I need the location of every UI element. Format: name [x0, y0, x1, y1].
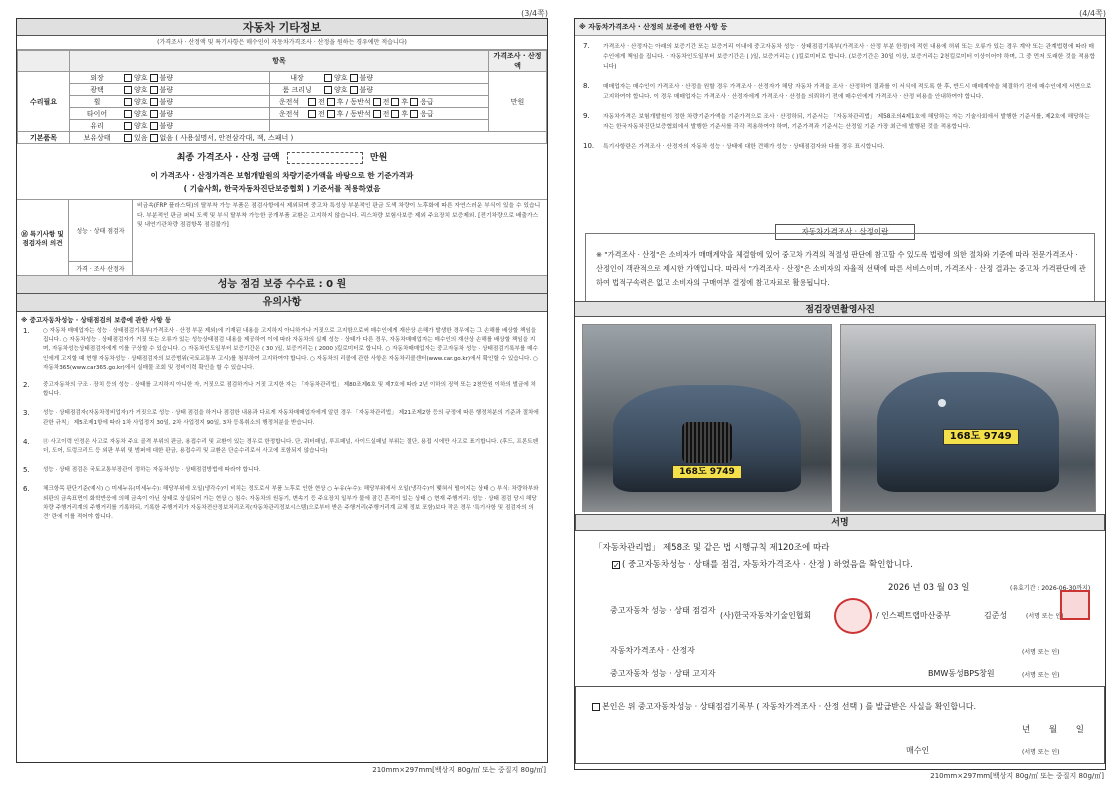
checkbox[interactable] [350, 74, 358, 82]
checkbox[interactable] [150, 110, 158, 118]
check-line: ✓( 중고자동차성능 · 상태를 점검, 자동차가격조사 · 산정 ) 하였음을 확인합니다. [610, 558, 913, 570]
fee-title: 성능 점검 보증 수수료 : 0 원 [17, 276, 547, 294]
signer3-name: BMW동성BPS창원 [928, 669, 995, 678]
price-item: 9. 자동차가격은 보험개발원이 정한 차량기준가액을 기준가격으로 조사 · 산정하되, 기준서는 「자동차관리법」 제58조의4제1호에 해당하는 자는 기술사회에서 발행한 기준서를, 제2호에 해당하는 자는 한국자동차진단보증협회에서 발행한 기준서를 각각 적용하여야 하며, 기준가격과 기준서는 산정일 기준 가장 최근에 발행된 것을 적용합니다. [583, 112, 1090, 130]
item-header: 항목 [70, 51, 489, 72]
inspection-photo-front [582, 324, 832, 512]
photo-title: 점검장면촬영사진 [575, 301, 1105, 317]
tools-text: ( 사용설명서, 안전삼각대, 잭, 스패너 ) [175, 133, 294, 142]
checkbox[interactable] [124, 122, 132, 130]
name-seal [1060, 590, 1090, 620]
checkbox[interactable] [327, 110, 335, 118]
notice-item: 2. 중고자동차의 구조 · 장치 등의 성능 · 상태를 고지하지 아니한 자, 거짓으로 점검하거나 거짓 고지한 자는 「자동차관리법」 제80조제6호 및 제7호에 따라 2년 이하의 징역 또는 2천만원 이하의 벌금에 처합니다. [23, 381, 536, 398]
signer1-name: 김준성 [984, 611, 1008, 620]
final-price-box[interactable] [287, 152, 363, 164]
checkbox[interactable] [150, 122, 158, 130]
sign-or-seal: (서명 또는 인) [1026, 613, 1064, 620]
checkbox[interactable] [324, 86, 332, 94]
checkbox[interactable] [150, 86, 158, 94]
checkbox[interactable] [410, 110, 418, 118]
plate-rear: 168도 9749 [943, 429, 1019, 445]
notice-title: 유의사항 [17, 294, 547, 312]
law-line: 「자동차관리법」 제58조 및 같은 법 시행규칙 제120조에 따라 [594, 543, 830, 553]
signer1-org: (사)한국자동차기술인협회 [720, 611, 812, 620]
checkbox[interactable] [324, 74, 332, 82]
notice-subtitle: ※ 중고자동차성능 · 상태점검의 보증에 관한 사항 등 [21, 316, 172, 324]
price-value: 만원 [489, 72, 547, 132]
basis-line2: ( 기술사회, 한국자동차진단보증협회 ) 기준서를 적용하였음 [183, 183, 381, 193]
notice-item: 5. 성능 · 상태 점검은 국토교통부장관이 정하는 자동차성능 · 상태점검방법에 따라야 합니다. [23, 466, 261, 475]
definition-title: 자동차가격조사 · 산정이란 [775, 224, 915, 240]
receipt-text: 본인은 위 중고자동차성능 · 상태점검기록부 ( 자동차가격조사 · 산정 선택 ) 를 발급받은 사실을 확인합니다. [590, 701, 976, 712]
price-check[interactable] [592, 703, 600, 711]
notice-item: 4. ⑪ 사고이력 인정은 사고로 자동차 주요 골격 부위의 판금, 용접수리 및 교환이 있는 경우로 한정합니다. 단, 쿼터패널, 루프패널, 사이드실패널 부위는 절단, 용접 시에만 사고로 표기합니다. (후드, 프론트펜더, 도어, 트렁크리드 등 외판 부위 및 범퍼에 대한 판금, 용접수리 및 교환은 단순수리로서 사고에 포함되지 않습니다) [23, 437, 539, 455]
checkbox[interactable] [150, 74, 158, 82]
section-title: ※ 자동차가격조사 · 산정의 보증에 관한 사항 등 [575, 19, 1105, 36]
notices-list [17, 327, 547, 522]
page-4: (4/4쪽) ※ 자동차가격조사 · 산정의 보증에 관한 사항 등 7. 가격조사 · 산정자는 아래의 보증기간 또는 보증거리 이내에 중고자동차 성능 · 상태점검기록부(가격조사 · 산정 부분 한정)에 적힌 내용에 허위 또는 오류가 있는 경우 계약 또는 관계법령에 따라 매수인에게 책임을 집니다. · 자동차인도일부터 보증기간은 ( )일, 보증거리는 ( )킬로미터로 합니다. (보증기간은 30일 이상, 보증거리는 2천킬로미터 이상이어야 하며, 그 중 먼저 도래한 것을 적용합니다) 8. 매매업자는 매수인이 가격조사 · 산정을 원할 경우 가격조사 · 산정자가 해당 자동차 가격을 조사 · 산정하여 결과를 이 서식에 적도록 한 후, 반드시 매매계약을 체결하기 전에 매수인에게 서면으로 고지하여야 합니다. 이 경우 매매업자는 가격조사 · 산정자에게 가격조사 · 산정을 의뢰하기 전에 매수인에게 가격조사 · 산정 비용을 안내하여야 합니다. 9. 자동차가격은 보험개발원이 정한 차량기준가액을 기준가격으로 조사 · 산정하되, 기준서는 「자동차관리법」 제58조의4제1호에 해당하는 자는 기술사회에서 발행한 기준서를, 제2호에 해당하는 자는 한국자동차진단보증협회에서 발행한 기준서를 각각 적용하여야 하며, 기준가격과 기준서는 산정일 기준 가장 최근에 발행된 것을 적용합니다. 10. 특기사항란은 가격조사 · 산정자의 자동차 성능 · 상태에 대한 견해가 성능 · 상태점검자와 다를 경우 표시합니다. 자동차가격조사 · 산정이란 ※ "가격조사 · 산정"은 소비자가 매매계약을 체결함에 있어 중고차 가격의 적절성 판단에 참고할 수 있도록 법령에 의한 절차와 기준에 따라 전문가격조사 · 산정인이 객관적으로 제시한 가액입니다. 따라서 "가격조사 · 산정"은 소비자의 자율적 선택에 따른 서비스이며, 가격조사 · 산정 결과는 중고차 가격판단에 관하여 법적구속력은 없고 소비자의 구매여부 결정에 참고자료로 활용됩니다. 점검장면촬영사진 168도 9749 168도 9749 서명 「자동차관리법」 제58조 및 같은 법 시행규칙 제120조에 따라 ✓( 중고자동차성능 · 상태를 점검, 자동차가격조사 · 산정 ) 하였음을 확인합니다. 2026 년 03 월 03 일 (유효기간 : 2026-06-30까지) 중고자동차 성능 · 상태 점검자 (사)한국자동차기술인협회 / 인스펙트랩마산중부 김준성 (서명 또는 인) 자동차가격조사 · 산정자 (서명 또는 인) 중고자동차 성능 · 상태 고지자 BMW동성BPS창원 (서명 또는 인) 본인은 위 중고자동차성능 · 상태점검기록부 ( 자동차가격조사 · 산정 선택 ) 를 발급받은 사실을 확인합니다. 년 월 일 매수인 (서명 또는 인) 210mm×297mm[백상지 80g/㎡ 또는 중질지 80g/㎡] [570, 0, 1110, 793]
checkbox[interactable] [124, 134, 132, 142]
group-basic: 기본품목 [18, 132, 70, 144]
notice-item: 1. ○ 자동차 매매업자는 성능 · 상태점검기록부(가격조사 · 산정 부문 제외)에 기재된 내용을 고지하지 아니하거나 거짓으로 고지함으로써 매수인에게 재산상 손해가 발생한 경우에는 그 손해를 배상할 책임을 집니다. ○ 자동차성능 · 상태점검자가 거짓 또는 오류가 있는 성능상태점검 내용을 제공하여 이에 따라 자동차의 실제 성능 · 상태가 다른 경우, 자동차매매업자는 매수인의 재산상 손해를 배상할 책임을 지며, 자동차성능상태점검자에게 이를 구상할 수 있습니다. ○ 자동차인도일부터 보증기간은 ( 30 )일, 보증거리는 ( 2000 )킬로미터로 합니다. ○ 자동차매매업자는 중고자동차 성능 · 상태점검기록부를 매수인에게 고지할 때 현행 자동차성능 · 상태점검자의 보증범위(국토교통부 고시)를 첨부하여 고지하여야 합니다. ○ 자동차의 리콜에 관한 사항은 자동차리콜센터(www.car.go.kr)에서 확인할 수 있습니다. ○ 자동차365(www.car365.go.kr)에서 실매물 조회 및 정비이력 확인을 할 수 있습니다. [23, 327, 538, 371]
checkbox[interactable] [350, 86, 358, 94]
left-frame [16, 18, 548, 763]
notice-item: 6. 체크항목 판단기준(예시) ○ 미세누유(미세누수): 해당부위에 오일(냉각수)이 비치는 정도로서 부품 노후로 인한 현상 ○ 누유(누수): 해당부위에서 오일(냉각수)이 맺혀서 떨어지는 상태 ○ 부식: 차량하부와 외판의 금속표면이 화학반응에 의해 금속이 아닌 상태로 상실되어 가는 현상 ○ 침수: 자동차의 원동기, 변속기 등 주요장치 일부가 물에 잠긴 흔적이 있는 상태 ○ 현재 주행거리: 성능 · 상태 점검 당시 해당 차량 주행거리계의 주행거리를 기록하되, 기록한 주행거리가 자동차전산정보처리조직(자동차관리정보시스템)으로부터 받은 주행거리(주행거리계 교체 정보 포함)보다 작은 경우 '특기사항 및 점검자의 의견' 란에 이를 적어야 합니다. [23, 485, 539, 521]
price-items [575, 36, 1105, 152]
seal-stamp [834, 598, 872, 634]
price-item: 7. 가격조사 · 산정자는 아래의 보증기간 또는 보증거리 이내에 중고자동차 성능 · 상태점검기록부(가격조사 · 산정 부분 한정)에 적힌 내용에 허위 또는 오류가 있는 경우 계약 또는 관계법령에 따라 매수인에게 책임을 집니다. · 자동차인도일부터 보증기간은 ( )일, 보증거리는 ( )킬로미터로 합니다. (보증기간은 30일 이상, 보증거리는 2천킬로미터 이상이어야 하며, 그 중 먼저 도래한 것을 적용합니다) [583, 42, 1096, 70]
validity: (유효기간 : 2026-06-30까지) [1010, 585, 1091, 592]
special-text: 비금속(FRP 플라스틱)의 탈부착 가능 부품은 점검사항에서 제외되며 중고차 특성상 부분적인 판금 도색 차량이 노후화에 따른 자연스러운 부식이 있을 수 있습니다. 부분적인 판금 퍼티 도색 및 부식 탈부착 가능한 공개부품 교환은 고지하지 않습니다. 리스차량 보험사보증 제외 주요장치 보증제외. [전기차량으로 배출가스 및 내연기관차량 점검항목 점검불가] [137, 203, 541, 228]
page-number: (3/4쪽) [521, 9, 548, 18]
final-price-block: 최종 가격조사 · 산정 금액 만원 이 가격조사 · 산정가격은 보험개발원의 차량기준가액을 바탕으로 한 기준가격과 ( 기술사회, 한국자동차진단보증협회 ) 기준서를 적용하였음 [17, 144, 547, 200]
checkbox[interactable] [150, 134, 158, 142]
subtitle: (가격조사 · 산정액 및 특기사항은 매수인이 자동차가격조사 · 산정을 원하는 경우에만 적습니다) [17, 36, 547, 50]
buyer-label: 매수인 [906, 746, 930, 755]
checkbox[interactable] [124, 74, 132, 82]
price-item: 10. 특기사항란은 가격조사 · 산정자의 자동차 성능 · 상태에 대한 견해가 성능 · 상태점검자와 다를 경우 표시합니다. [583, 142, 885, 150]
page-3 [12, 0, 552, 793]
checkbox[interactable] [124, 98, 132, 106]
special-notes: ⑯ 특기사항 및 점검자의 의견 성능 · 상태 점검자 가격 · 조사 산정자 비금속(FRP 플라스틱)의 탈부착 가능 부품은 점검사항에서 제외되며 중고차 특성상 부분적인 판금 도색 차량이 노후화에 따른 자연스러운 부식이 있을 수 있습니다. 부분적인 판금 퍼티 도색 및 부식 탈부착 가능한 공개부품 교환은 고지하지 않습니다. 리스차량 보험사보증 제외 주요장치 보증제외. [전기차량으로 배출가스 및 내연기관차량 점검항목 점검불가] [17, 200, 547, 276]
page-number: (4/4쪽) [1079, 9, 1106, 18]
basis-line1: 이 가격조사 · 산정가격은 보험개발원의 차량기준가액을 바탕으로 한 기준가격과 [150, 170, 414, 180]
checkbox[interactable] [373, 98, 381, 106]
checkbox[interactable] [150, 98, 158, 106]
signer1-branch: / 인스펙트랩마산중부 [876, 611, 951, 620]
checkbox[interactable] [391, 110, 399, 118]
signer1-label: 중고자동차 성능 · 상태 점검자 [610, 606, 716, 615]
checkbox[interactable] [308, 98, 316, 106]
checkbox[interactable] [124, 110, 132, 118]
final-price-label: 최종 가격조사 · 산정 금액 [176, 153, 280, 163]
check-performance[interactable] [612, 561, 620, 569]
checkbox[interactable] [308, 110, 316, 118]
notice-item: 3. 성능 · 상태점검자(자동차정비업자)가 거짓으로 성능 · 상태 점검을 하거나 점검한 내용과 다르게 자동차매매업자에게 알린 경우 「자동차관리법」 제21조제2항 등의 규정에 따른 행정처분의 기준과 절차에 관한 규칙」 제5조제1항에 따라 1차 사업정지 30일, 2차 사업정지 90일, 3차 등록취소의 행정처분을 받습니다. [23, 409, 539, 426]
signer2-label: 자동차가격조사 · 산정자 [610, 646, 695, 655]
checkbox[interactable] [410, 98, 418, 106]
checkbox[interactable] [124, 86, 132, 94]
definition-text: ※ "가격조사 · 산정"은 소비자가 매매계약을 체결함에 있어 중고차 가격의 적절성 판단에 참고할 수 있도록 법령에 의한 절차와 기준에 따라 전문가격조사 · 산정인이 객관적으로 제시한 가액입니다. 따라서 "가격조사 · 산정"은 소비자의 자율적 선택에 따른 서비스이며, 가격조사 · 산정 결과는 중고차 가격판단에 관하여 법적구속력은 없고 소비자의 구매여부 결정에 참고자료로 활용됩니다. [585, 233, 1095, 303]
inspection-photo-rear [840, 324, 1096, 512]
checkbox[interactable] [391, 98, 399, 106]
options-table: 항목 가격조사 · 산정액 수리필요 외장 양호 불량 내장 양호 불량 만원 광택 양호 불량 룸 크리닝 양호 불량 휠 양호 불량 운전석 전 후 / 동반석 전 후 응급 타이어 양호 불량 운전석 전 후 / 동반석 전 후 응급 유리 양호 불량 기본품목 보유상태 있음 없음 ( 사용설명서, 안전삼각대, 잭, 스패너 ) [17, 50, 547, 144]
date-line: 2026 년 03 월 03 일 [888, 583, 970, 593]
footer: 210mm×297mm[백상지 80g/㎡ 또는 중질지 80g/㎡] [372, 766, 546, 774]
price-header: 가격조사 · 산정액 [489, 51, 547, 72]
page-title: 자동차 기타정보 [17, 19, 547, 36]
checkbox[interactable] [327, 98, 335, 106]
checkbox[interactable] [373, 110, 381, 118]
price-item: 8. 매매업자는 매수인이 가격조사 · 산정을 원할 경우 가격조사 · 산정자가 해당 자동차 가격을 조사 · 산정하여 결과를 이 서식에 적도록 한 후, 반드시 매매계약을 체결하기 전에 매수인에게 서면으로 고지하여야 합니다. 이 경우 매매업자는 가격조사 · 산정자에게 가격조사 · 산정을 의뢰하기 전에 매수인에게 가격조사 · 산정 비용을 안내하여야 합니다. [583, 82, 1092, 100]
receipt-box: 본인은 위 중고자동차성능 · 상태점검기록부 ( 자동차가격조사 · 산정 선택 ) 를 발급받은 사실을 확인합니다. 년 월 일 매수인 (서명 또는 인) [575, 686, 1105, 764]
footer: 210mm×297mm[백상지 80g/㎡ 또는 중질지 80g/㎡] [930, 772, 1104, 780]
signer3-label: 중고자동차 성능 · 상태 고지자 [610, 669, 716, 678]
sign-title: 서명 [575, 514, 1105, 531]
group-repair: 수리필요 [18, 72, 70, 132]
plate-front: 168도 9749 [672, 465, 741, 479]
receipt-date: 년 월 일 [1021, 725, 1084, 735]
